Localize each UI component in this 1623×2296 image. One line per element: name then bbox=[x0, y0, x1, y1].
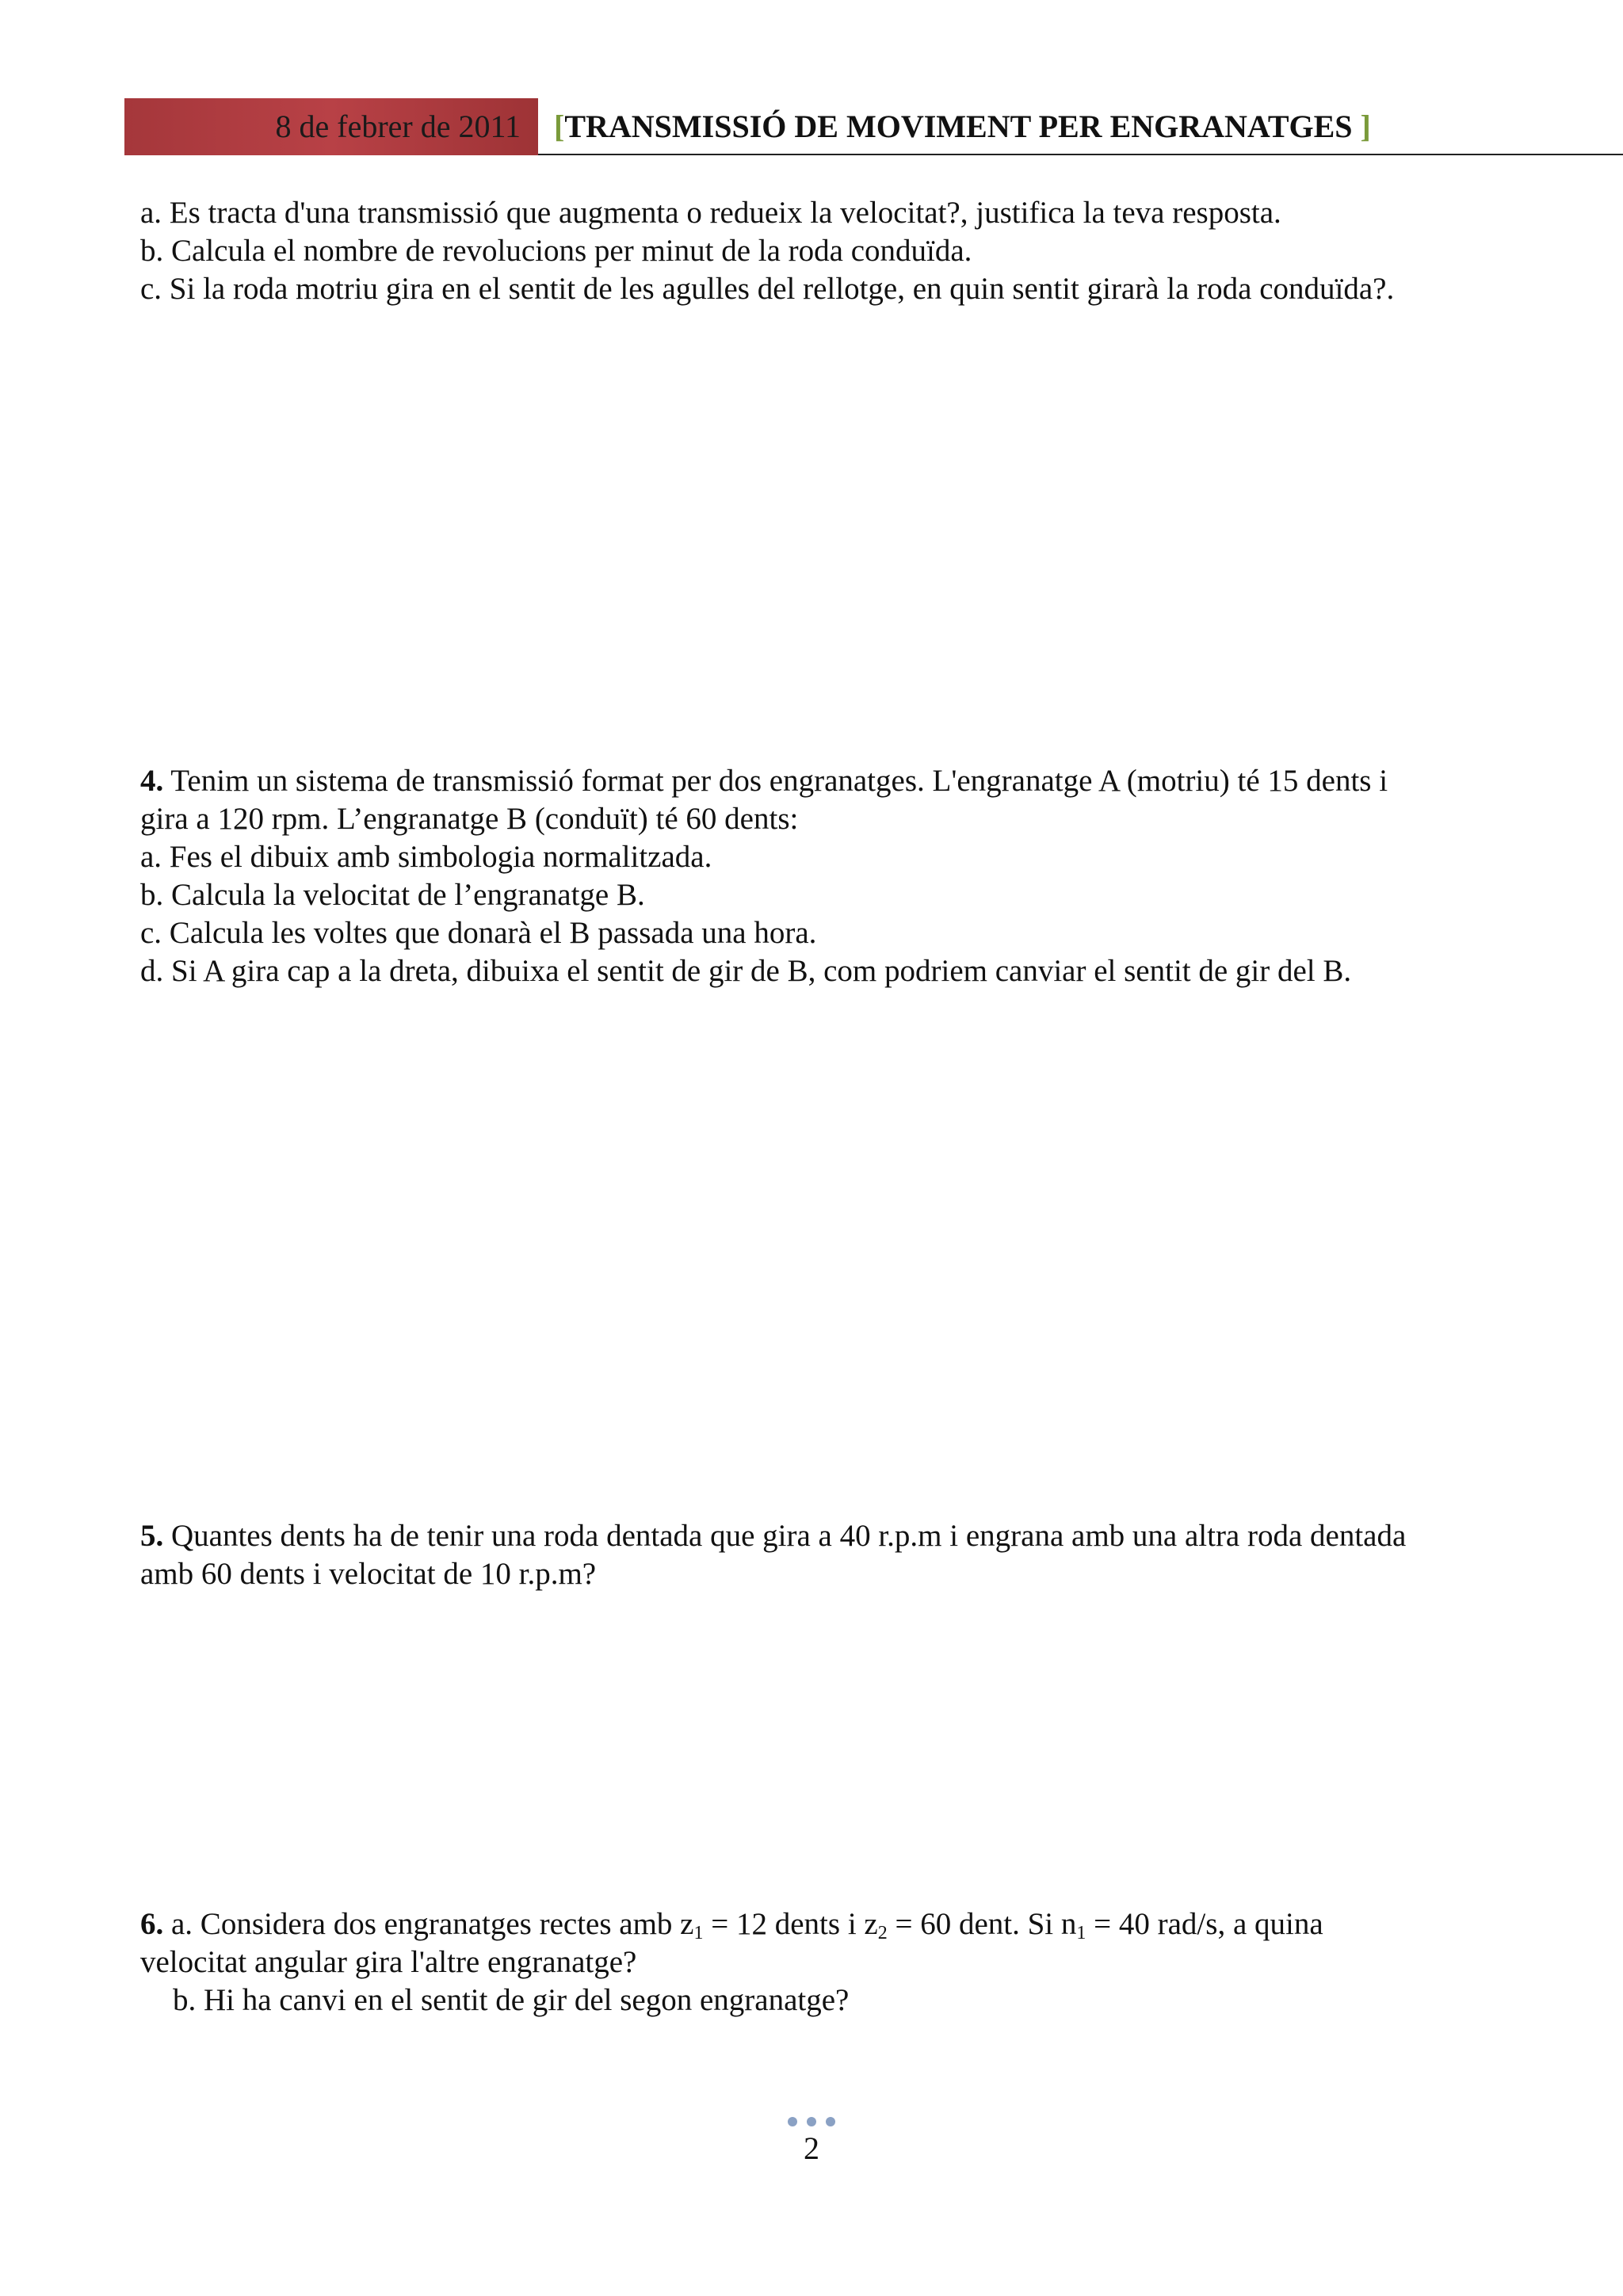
question-6-number: 6. bbox=[140, 1907, 164, 1941]
question-4-line2: gira a 120 rpm. L’engranatge B (conduït) té 60 dents: bbox=[140, 802, 799, 836]
ornament-dot bbox=[807, 2117, 816, 2126]
question-3-part-a: a. Es tracta d'una transmissió que augmenta o redueix la velocitat?, justifica la teva resposta. bbox=[140, 196, 1281, 230]
question-4-intro bbox=[140, 762, 1503, 800]
question-5-line2: amb 60 dents i velocitat de 10 r.p.m? bbox=[140, 1557, 597, 1591]
question-6-part-a bbox=[140, 1905, 1503, 1943]
question-5 bbox=[140, 1517, 1503, 1593]
question-6-text-1: a. Considera dos engranatges rectes amb z bbox=[163, 1907, 694, 1941]
page-number: 2 bbox=[804, 2130, 819, 2166]
question-6-text-4: = 40 rad/s, a quina bbox=[1086, 1907, 1323, 1941]
question-6-line2: velocitat angular gira l'altre engranatge? bbox=[140, 1945, 637, 1979]
question-6-subscript-2: 2 bbox=[877, 1923, 888, 1943]
question-6-text-2: = 12 dents i z bbox=[703, 1907, 878, 1941]
header-title-text: TRANSMISSIÓ DE MOVIMENT PER ENGRANATGES bbox=[564, 109, 1353, 144]
question-6-text-3: = 60 dent. Si n bbox=[887, 1907, 1077, 1941]
question-4-part-c: c. Calcula les voltes que donarà el B passada una hora. bbox=[140, 916, 817, 950]
question-5-intro bbox=[140, 1517, 1503, 1555]
ornament-dot bbox=[788, 2117, 797, 2126]
page-ornament-dots bbox=[788, 2117, 835, 2128]
question-4-line1: Tenim un sistema de transmissió format per dos engranatges. L'engranatge A (motriu) té 15 dents i bbox=[163, 764, 1388, 798]
question-6-part-b: b. Hi ha canvi en el sentit de gir del segon engranatge? bbox=[173, 1983, 850, 2017]
question-6-subscript-1: 1 bbox=[693, 1923, 704, 1943]
question-6-subscript-3: 1 bbox=[1076, 1923, 1086, 1943]
question-3-part-c: c. Si la roda motriu gira en el sentit de les agulles del rellotge, en quin sentit girarà la roda conduïda?. bbox=[140, 272, 1395, 306]
question-4-number: 4. bbox=[140, 764, 164, 798]
question-5-line1: Quantes dents ha de tenir una roda dentada que gira a 40 r.p.m i engrana amb una altra roda dentada bbox=[163, 1519, 1407, 1553]
question-4 bbox=[140, 762, 1503, 990]
question-5-number: 5. bbox=[140, 1519, 164, 1553]
question-3-subparts bbox=[140, 194, 1503, 308]
header-rule bbox=[538, 154, 1623, 155]
question-6 bbox=[140, 1905, 1503, 2019]
ornament-dot bbox=[826, 2117, 835, 2126]
bracket-open: [ bbox=[554, 109, 565, 144]
header-date: 8 de febrer de 2011 bbox=[275, 109, 521, 144]
question-4-part-b: b. Calcula la velocitat de l’engranatge B. bbox=[140, 878, 645, 912]
bracket-close: ] bbox=[1360, 109, 1371, 144]
date-banner bbox=[124, 98, 538, 155]
page-header bbox=[124, 98, 1623, 157]
question-3-part-b: b. Calcula el nombre de revolucions per minut de la roda conduïda. bbox=[140, 234, 972, 268]
header-title bbox=[554, 109, 1371, 144]
question-4-part-d: d. Si A gira cap a la dreta, dibuixa el sentit de gir de B, com podriem canviar el sentit de gir del B. bbox=[140, 954, 1352, 988]
question-4-part-a: a. Fes el dibuix amb simbologia normalitzada. bbox=[140, 840, 712, 874]
